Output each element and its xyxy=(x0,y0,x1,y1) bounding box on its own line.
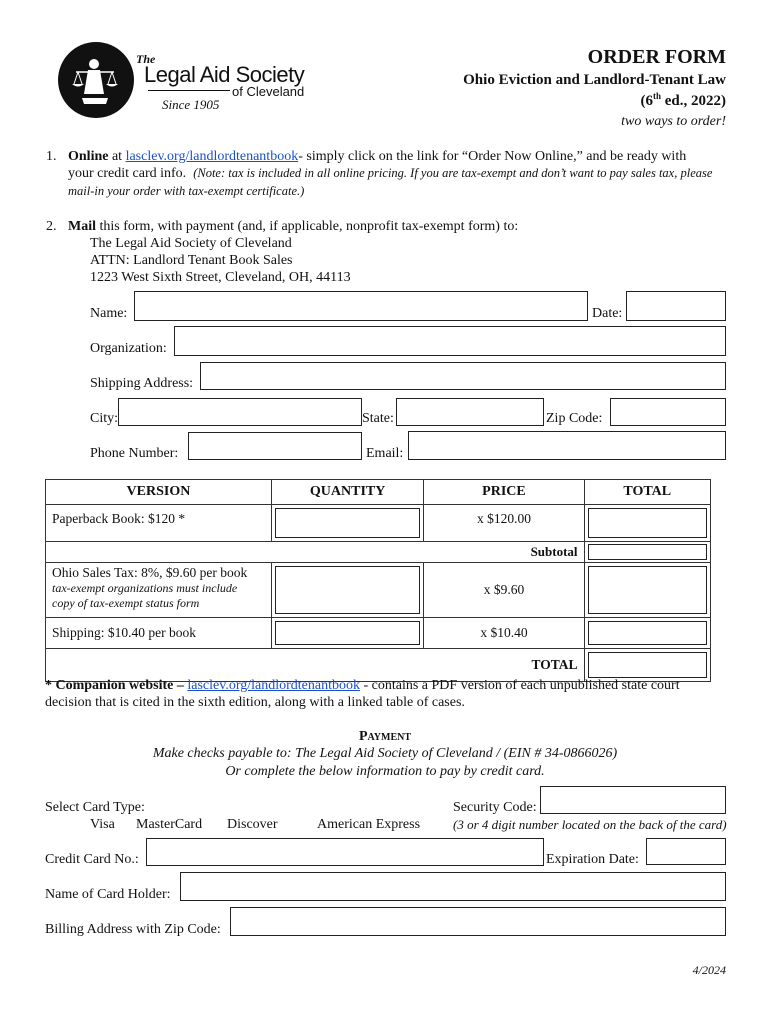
card-holder-input[interactable] xyxy=(180,872,726,901)
col-version: VERSION xyxy=(46,480,272,505)
card-mastercard[interactable]: MasterCard xyxy=(136,817,203,832)
security-code-input[interactable] xyxy=(540,786,726,814)
logo-since: Since 1905 xyxy=(162,97,220,112)
book-title: Ohio Eviction and Landlord-Tenant Law xyxy=(463,72,726,88)
card-number-label: Credit Card No.: xyxy=(45,852,139,867)
billing-address-label: Billing Address with Zip Code: xyxy=(45,922,221,937)
paperback-quantity-input[interactable] xyxy=(275,508,420,538)
grand-total-input[interactable] xyxy=(588,652,707,678)
order-table xyxy=(45,479,711,682)
state-label: State: xyxy=(362,411,394,426)
page-title: ORDER FORM xyxy=(587,46,726,68)
tax-note-2: copy of tax-exempt status form xyxy=(52,596,200,610)
tax-quantity-input[interactable] xyxy=(275,566,420,614)
name-input[interactable] xyxy=(134,291,588,321)
paperback-total-input[interactable] xyxy=(588,508,707,538)
option1-line2: your credit card info. (Note: tax is included in all online pricing. If you are tax-exempt and don’t want to pay sales tax, please xyxy=(68,166,713,181)
card-holder-label: Name of Card Holder: xyxy=(45,887,171,902)
organization-label: Organization: xyxy=(90,341,167,356)
table-row-paperback xyxy=(46,505,711,542)
billing-address-input[interactable] xyxy=(230,907,726,936)
shipping-address-label: Shipping Address: xyxy=(90,376,194,391)
mail-address-2: ATTN: Landlord Tenant Book Sales xyxy=(90,253,293,268)
organization-input[interactable] xyxy=(174,326,726,356)
option1-number: 1. xyxy=(46,149,57,164)
col-quantity: QUANTITY xyxy=(271,480,423,505)
table-row-tax xyxy=(46,563,711,618)
companion-line2: decision that is cited in the sixth edition, along with a linked table of cases. xyxy=(45,695,465,710)
shipping-quantity-input[interactable] xyxy=(275,621,420,645)
card-discover[interactable]: Discover xyxy=(227,817,278,832)
tax-label: Ohio Sales Tax: 8%, $9.60 per book xyxy=(52,565,248,580)
email-input[interactable] xyxy=(408,431,726,460)
logo-seal xyxy=(58,42,134,118)
col-total: TOTAL xyxy=(584,480,710,505)
subtotal-label: Subtotal xyxy=(46,542,585,563)
logo-of-cleveland: of Cleveland xyxy=(232,84,305,99)
city-label: City: xyxy=(90,411,119,426)
companion-line: * Companion website – lasclev.org/landlordtenantbook - contains a PDF version of each unpublished state court xyxy=(45,678,680,693)
or-credit-card: Or complete the below information to pay by credit card. xyxy=(225,764,545,779)
expiration-input[interactable] xyxy=(646,838,726,865)
option2-number: 2. xyxy=(46,219,57,234)
edition: (6th ed., 2022) xyxy=(640,91,726,109)
zip-input[interactable] xyxy=(610,398,726,426)
card-american-express[interactable]: American Express xyxy=(317,817,421,832)
tax-cell xyxy=(46,563,272,618)
name-label: Name: xyxy=(90,306,128,321)
option2-line: Mail this form, with payment (and, if applicable, nonprofit tax-exempt form) to: xyxy=(68,219,519,234)
option1-line: Online at lasclev.org/landlordtenantbook- simply click on the link for “Order Now Online,” and be ready with xyxy=(68,149,687,164)
phone-input[interactable] xyxy=(188,432,362,460)
table-row-total xyxy=(46,649,711,682)
city-input[interactable] xyxy=(118,398,362,426)
online-order-link[interactable]: lasclev.org/landlordtenantbook xyxy=(125,149,299,164)
checks-payable: Make checks payable to: The Legal Aid Society of Cleveland / (EIN # 34-0866026) xyxy=(152,746,618,761)
table-row-shipping xyxy=(46,618,711,649)
card-visa[interactable]: Visa xyxy=(90,817,115,832)
email-label: Email: xyxy=(366,446,404,461)
payment-heading: Payment xyxy=(358,729,412,744)
col-price: PRICE xyxy=(424,480,584,505)
option1-note2: mail-in your order with tax-exempt certificate.) xyxy=(68,184,305,198)
logo-rule xyxy=(148,90,230,91)
total-label: TOTAL xyxy=(46,649,585,682)
subtotal-input[interactable] xyxy=(588,544,707,560)
paperback-label: Paperback Book: $120 * xyxy=(46,505,272,542)
form-date: 4/2024 xyxy=(692,963,726,977)
tax-total-input[interactable] xyxy=(588,566,707,614)
card-number-input[interactable] xyxy=(146,838,544,866)
companion-website-link[interactable]: lasclev.org/landlordtenantbook xyxy=(187,678,360,693)
logo-name: Legal Aid Society xyxy=(144,62,305,87)
tagline: two ways to order! xyxy=(621,114,726,129)
security-code-note: (3 or 4 digit number located on the back of the card) xyxy=(453,817,727,832)
shipping-address-input[interactable] xyxy=(200,362,726,390)
security-code-label: Security Code: xyxy=(453,800,537,815)
state-input[interactable] xyxy=(396,398,544,426)
shipping-label: Shipping: $10.40 per book xyxy=(46,618,272,649)
select-card-label: Select Card Type: xyxy=(45,800,145,815)
date-input[interactable] xyxy=(626,291,726,321)
date-label: Date: xyxy=(592,306,623,321)
tax-price: x $9.60 xyxy=(424,563,584,618)
zip-label: Zip Code: xyxy=(546,411,603,426)
mail-address-3: 1223 West Sixth Street, Cleveland, OH, 44113 xyxy=(90,270,351,285)
logo-the: The xyxy=(136,52,156,66)
shipping-total-input[interactable] xyxy=(588,621,707,645)
phone-label: Phone Number: xyxy=(90,446,179,461)
paperback-price: x $120.00 xyxy=(424,505,584,542)
mail-address-1: The Legal Aid Society of Cleveland xyxy=(90,236,292,251)
table-row-subtotal xyxy=(46,542,711,563)
tax-note-1: tax-exempt organizations must include xyxy=(52,581,238,595)
shipping-price: x $10.40 xyxy=(424,618,584,649)
expiration-label: Expiration Date: xyxy=(546,852,639,867)
justice-figure-icon xyxy=(58,42,134,118)
